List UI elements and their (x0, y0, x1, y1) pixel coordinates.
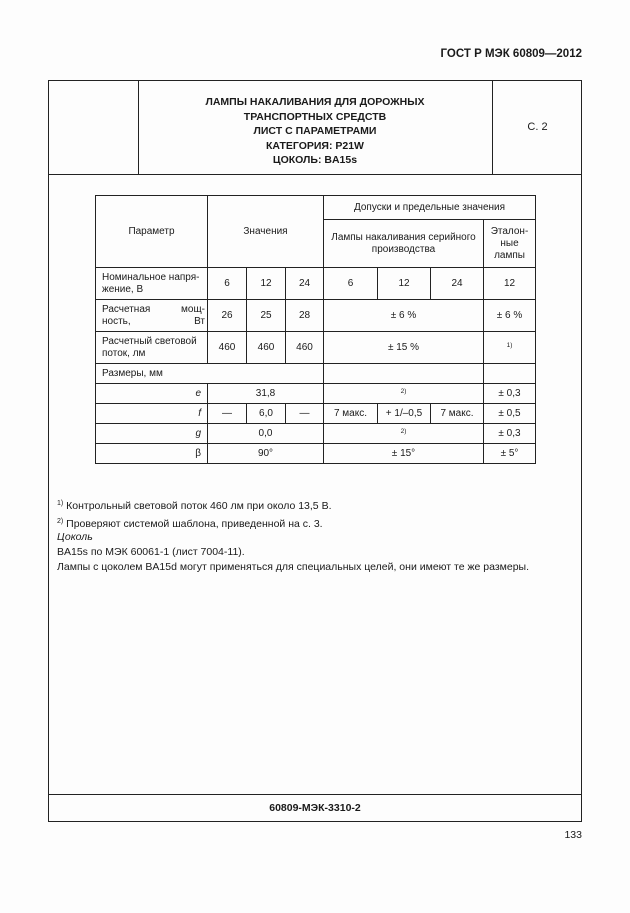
value-cell: 6 (208, 268, 247, 300)
title-line: КАТЕГОРИЯ: P21W (266, 139, 364, 152)
base-line: Лампы с цоколем BA15d могут применяться для специальных целей, они имеют те же размеры. (57, 561, 529, 573)
blank-cell (484, 364, 536, 384)
standard-code: ГОСТ Р МЭК 60809—2012 (440, 48, 582, 60)
footer-code: 60809-МЭК-3310-2 (269, 802, 361, 814)
reference-cell: ± 0,5 (484, 404, 536, 424)
footnote-text: Контрольный световой поток 460 лм при около 13,5 В. (66, 500, 332, 512)
head-reference-lamps: Эталон-ные лампы (484, 220, 536, 268)
param-label: f (96, 404, 208, 424)
sheet-title (139, 95, 491, 168)
head-parameter: Параметр (96, 196, 208, 268)
param-label: e (96, 384, 208, 404)
page-number: 133 (564, 829, 582, 841)
blank-cell (324, 364, 484, 384)
title-line: ТРАНСПОРТНЫХ СРЕДСТВ (243, 110, 387, 123)
base-line: BA15s по МЭК 60061-1 (лист 7004-11). (57, 546, 245, 558)
footnote (57, 496, 577, 514)
footnote-mark: 2) (400, 428, 407, 435)
value-cell: 26 (208, 300, 247, 332)
param-label: Размеры, мм (96, 364, 324, 384)
serial-cell: 24 (431, 268, 484, 300)
table-header-row (96, 196, 536, 220)
title-line: ЛАМПЫ НАКАЛИВАНИЯ ДЛЯ ДОРОЖНЫХ (205, 96, 425, 108)
serial-cell: + 1/–0,5 (378, 404, 431, 424)
reference-cell: ± 0,3 (484, 424, 536, 444)
value-cell: 31,8 (208, 384, 324, 404)
param-label (96, 300, 208, 332)
table-row-e (96, 384, 536, 404)
serial-cell: 7 макс. (324, 404, 378, 424)
value-cell: 460 (208, 332, 247, 364)
reference-cell: ± 6 % (484, 300, 536, 332)
value-cell: 460 (247, 332, 286, 364)
head-tolerances: Допуски и предельные значения (324, 196, 536, 220)
table-row-power (96, 300, 536, 332)
value-cell: 12 (247, 268, 286, 300)
base-section (57, 530, 577, 575)
head-values: Значения (208, 196, 324, 268)
table-row-dimensions (96, 364, 536, 384)
sheet-number: С. 2 (527, 121, 548, 133)
footnote-mark: 1) (57, 500, 64, 507)
serial-cell (324, 424, 484, 444)
sheet-footer (49, 794, 581, 822)
table-row-beta (96, 444, 536, 464)
parameters-table (95, 195, 536, 464)
table-row-voltage (96, 268, 536, 300)
reference-cell: 12 (484, 268, 536, 300)
serial-cell: ± 6 % (324, 300, 484, 332)
title-line: ЦОКОЛЬ: BA15s (272, 154, 358, 166)
serial-cell: 6 (324, 268, 378, 300)
serial-cell (324, 384, 484, 404)
reference-cell: ± 5° (484, 444, 536, 464)
table-row-flux (96, 332, 536, 364)
footnote-mark: 2) (400, 388, 407, 395)
title-line: ЛИСТ С ПАРАМЕТРАМИ (253, 125, 377, 137)
param-label-text: Расчетная мощ-ность, Вт (102, 303, 205, 327)
footnote-mark: 1) (506, 342, 513, 349)
param-label: g (96, 424, 208, 444)
serial-cell: ± 15° (324, 444, 484, 464)
value-cell: — (286, 404, 324, 424)
value-cell: — (208, 404, 247, 424)
footnote-text: Проверяют системой шаблона, приведенной на с. 3. (66, 518, 323, 530)
reference-cell: ± 0,3 (484, 384, 536, 404)
base-label: Цоколь (57, 531, 93, 543)
value-cell: 460 (286, 332, 324, 364)
serial-cell: 12 (378, 268, 431, 300)
header-left-cell (49, 81, 139, 174)
footnote-mark: 2) (57, 518, 64, 525)
param-label: Расчетный световой поток, лм (96, 332, 208, 364)
reference-cell (484, 332, 536, 364)
serial-cell: 7 макс. (431, 404, 484, 424)
value-cell: 25 (247, 300, 286, 332)
value-cell: 90° (208, 444, 324, 464)
param-label: β (96, 444, 208, 464)
head-serial-lamps: Лампы накаливания серийного производства (324, 220, 484, 268)
table-row-f (96, 404, 536, 424)
table-row-g (96, 424, 536, 444)
param-label: Номинальное напря-жение, В (96, 268, 208, 300)
value-cell: 0,0 (208, 424, 324, 444)
value-cell: 28 (286, 300, 324, 332)
serial-cell: ± 15 % (324, 332, 484, 364)
sheet-header (49, 81, 581, 175)
value-cell: 24 (286, 268, 324, 300)
header-right-cell (492, 81, 582, 174)
footnotes (57, 496, 577, 532)
value-cell: 6,0 (247, 404, 286, 424)
